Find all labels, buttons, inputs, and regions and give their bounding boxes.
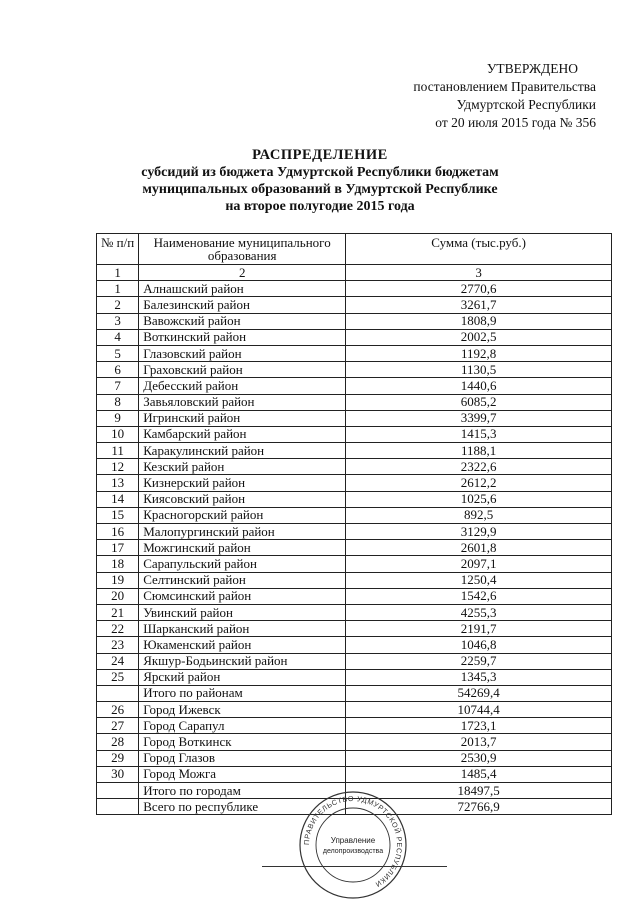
col-number-2: 2 xyxy=(139,265,346,281)
row-sum: 2322,6 xyxy=(346,459,612,475)
row-name: Увинский район xyxy=(139,604,346,620)
row-name: Красногорский район xyxy=(139,507,346,523)
row-sum: 1046,8 xyxy=(346,637,612,653)
row-num xyxy=(97,685,139,701)
row-name: Город Глазов xyxy=(139,750,346,766)
table-row xyxy=(97,410,612,426)
row-name: Город Воткинск xyxy=(139,734,346,750)
table-row xyxy=(97,297,612,313)
row-sum: 2013,7 xyxy=(346,734,612,750)
column-numbers-row xyxy=(97,265,612,281)
row-sum: 1440,6 xyxy=(346,378,612,394)
row-name: Город Сарапул xyxy=(139,718,346,734)
row-name: Ярский район xyxy=(139,669,346,685)
row-sum: 1542,6 xyxy=(346,588,612,604)
table-row xyxy=(97,588,612,604)
document-title xyxy=(0,147,640,215)
row-num: 8 xyxy=(97,394,139,410)
row-name: Игринский район xyxy=(139,410,346,426)
row-name: Город Можга xyxy=(139,766,346,782)
table-row xyxy=(97,443,612,459)
table-row xyxy=(97,718,612,734)
table-row xyxy=(97,345,612,361)
row-sum: 4255,3 xyxy=(346,604,612,620)
row-name: Каракулинский район xyxy=(139,443,346,459)
row-num: 16 xyxy=(97,524,139,540)
approval-line-3: от 20 июля 2015 года № 356 xyxy=(435,115,596,130)
stamp-line-1: Управление xyxy=(330,836,376,845)
table-row xyxy=(97,604,612,620)
title-line-1: субсидий из бюджета Удмуртской Республики бюджетам xyxy=(141,165,499,180)
row-num: 28 xyxy=(97,734,139,750)
row-num: 13 xyxy=(97,475,139,491)
row-num: 5 xyxy=(97,345,139,361)
table-header-row xyxy=(97,234,612,265)
table-row xyxy=(97,524,612,540)
title-line-2: муниципальных образований в Удмуртской Республике xyxy=(142,182,498,197)
row-num: 18 xyxy=(97,556,139,572)
row-name: Алнашский район xyxy=(139,281,346,297)
title-main: РАСПРЕДЕЛЕНИЕ xyxy=(252,147,388,163)
table-row xyxy=(97,491,612,507)
row-sum: 6085,2 xyxy=(346,394,612,410)
row-num: 15 xyxy=(97,507,139,523)
table-row xyxy=(97,394,612,410)
table-row xyxy=(97,685,612,701)
row-name: Сарапульский район xyxy=(139,556,346,572)
table-row xyxy=(97,572,612,588)
row-sum: 1130,5 xyxy=(346,362,612,378)
row-name: Киясовский район xyxy=(139,491,346,507)
row-sum: 2097,1 xyxy=(346,556,612,572)
approval-line-2: Удмуртской Республики xyxy=(456,97,596,112)
row-sum: 1723,1 xyxy=(346,718,612,734)
row-name: Малопургинский район xyxy=(139,524,346,540)
row-num: 10 xyxy=(97,426,139,442)
row-sum: 3399,7 xyxy=(346,410,612,426)
row-num: 30 xyxy=(97,766,139,782)
row-num: 24 xyxy=(97,653,139,669)
header-num: № п/п xyxy=(97,234,139,265)
row-num: 14 xyxy=(97,491,139,507)
header-sum: Сумма (тыс.руб.) xyxy=(346,234,612,265)
row-sum: 2259,7 xyxy=(346,653,612,669)
row-num: 26 xyxy=(97,702,139,718)
row-num: 23 xyxy=(97,637,139,653)
table-row xyxy=(97,459,612,475)
row-name: Юкаменский район xyxy=(139,637,346,653)
row-num: 3 xyxy=(97,313,139,329)
row-sum: 2601,8 xyxy=(346,540,612,556)
col-number-3: 3 xyxy=(346,265,612,281)
row-sum: 2002,5 xyxy=(346,329,612,345)
stamp-line-2: делопроизводства xyxy=(322,848,384,855)
row-sum: 1192,8 xyxy=(346,345,612,361)
table-row xyxy=(97,426,612,442)
row-name: Кезский район xyxy=(139,459,346,475)
table-row xyxy=(97,556,612,572)
row-name: Итого по городам xyxy=(139,783,346,799)
row-num: 9 xyxy=(97,410,139,426)
table-row xyxy=(97,766,612,782)
table-row xyxy=(97,669,612,685)
row-sum: 892,5 xyxy=(346,507,612,523)
row-num: 27 xyxy=(97,718,139,734)
row-name: Кизнерский район xyxy=(139,475,346,491)
row-num: 12 xyxy=(97,459,139,475)
row-sum: 1485,4 xyxy=(346,766,612,782)
table-row xyxy=(97,313,612,329)
row-num xyxy=(97,799,139,815)
row-name: Всего по республике xyxy=(139,799,346,815)
row-num: 2 xyxy=(97,297,139,313)
row-name: Вавожский район xyxy=(139,313,346,329)
row-num: 11 xyxy=(97,443,139,459)
row-name: Итого по районам xyxy=(139,685,346,701)
row-name: Воткинский район xyxy=(139,329,346,345)
row-name: Город Ижевск xyxy=(139,702,346,718)
row-name: Шарканский район xyxy=(139,621,346,637)
row-num: 20 xyxy=(97,588,139,604)
title-line-3: на второе полугодие 2015 года xyxy=(225,199,415,214)
row-name: Сюмсинский район xyxy=(139,588,346,604)
row-name: Балезинский район xyxy=(139,297,346,313)
signature-line xyxy=(262,866,447,867)
row-name: Якшур-Бодьинский район xyxy=(139,653,346,669)
row-sum: 1025,6 xyxy=(346,491,612,507)
row-sum: 1250,4 xyxy=(346,572,612,588)
table-row xyxy=(97,621,612,637)
table-row xyxy=(97,653,612,669)
table-row xyxy=(97,378,612,394)
row-num xyxy=(97,783,139,799)
row-name: Можгинский район xyxy=(139,540,346,556)
table-row xyxy=(97,281,612,297)
col-number-1: 1 xyxy=(97,265,139,281)
row-sum: 3129,9 xyxy=(346,524,612,540)
table-row xyxy=(97,362,612,378)
header-name: Наименование муниципального образования xyxy=(139,234,346,265)
table-row xyxy=(97,734,612,750)
table-row xyxy=(97,750,612,766)
row-num: 21 xyxy=(97,604,139,620)
table-row xyxy=(97,637,612,653)
table-row xyxy=(97,329,612,345)
row-num: 22 xyxy=(97,621,139,637)
row-sum: 2770,6 xyxy=(346,281,612,297)
row-name: Глазовский район xyxy=(139,345,346,361)
row-num: 4 xyxy=(97,329,139,345)
row-num: 7 xyxy=(97,378,139,394)
row-sum: 1415,3 xyxy=(346,426,612,442)
row-num: 17 xyxy=(97,540,139,556)
row-sum: 2530,9 xyxy=(346,750,612,766)
row-num: 1 xyxy=(97,281,139,297)
row-num: 19 xyxy=(97,572,139,588)
row-num: 25 xyxy=(97,669,139,685)
table-row xyxy=(97,540,612,556)
row-sum: 10744,4 xyxy=(346,702,612,718)
table-row xyxy=(97,507,612,523)
stamp-ring-text: ПРАВИТЕЛЬСТВО УДМУРТСКОЙ РЕСПУБЛИКИ xyxy=(301,793,405,890)
row-name: Камбарский район xyxy=(139,426,346,442)
row-sum: 2612,2 xyxy=(346,475,612,491)
row-name: Дебесский район xyxy=(139,378,346,394)
row-name: Селтинский район xyxy=(139,572,346,588)
distribution-table xyxy=(96,233,612,815)
row-name: Граховский район xyxy=(139,362,346,378)
approval-heading: УТВЕРЖДЕНО xyxy=(486,61,578,76)
row-sum: 54269,4 xyxy=(346,685,612,701)
row-sum: 3261,7 xyxy=(346,297,612,313)
official-stamp xyxy=(298,790,408,900)
approval-line-1: постановлением Правительства xyxy=(413,79,596,94)
table-row xyxy=(97,475,612,491)
row-name: Завьяловский район xyxy=(139,394,346,410)
row-sum: 18497,5 xyxy=(346,783,612,799)
row-sum: 72766,9 xyxy=(346,799,612,815)
row-sum: 1345,3 xyxy=(346,669,612,685)
row-sum: 2191,7 xyxy=(346,621,612,637)
row-sum: 1808,9 xyxy=(346,313,612,329)
row-num: 29 xyxy=(97,750,139,766)
row-sum: 1188,1 xyxy=(346,443,612,459)
row-num: 6 xyxy=(97,362,139,378)
table-row xyxy=(97,702,612,718)
approval-block xyxy=(413,60,596,132)
